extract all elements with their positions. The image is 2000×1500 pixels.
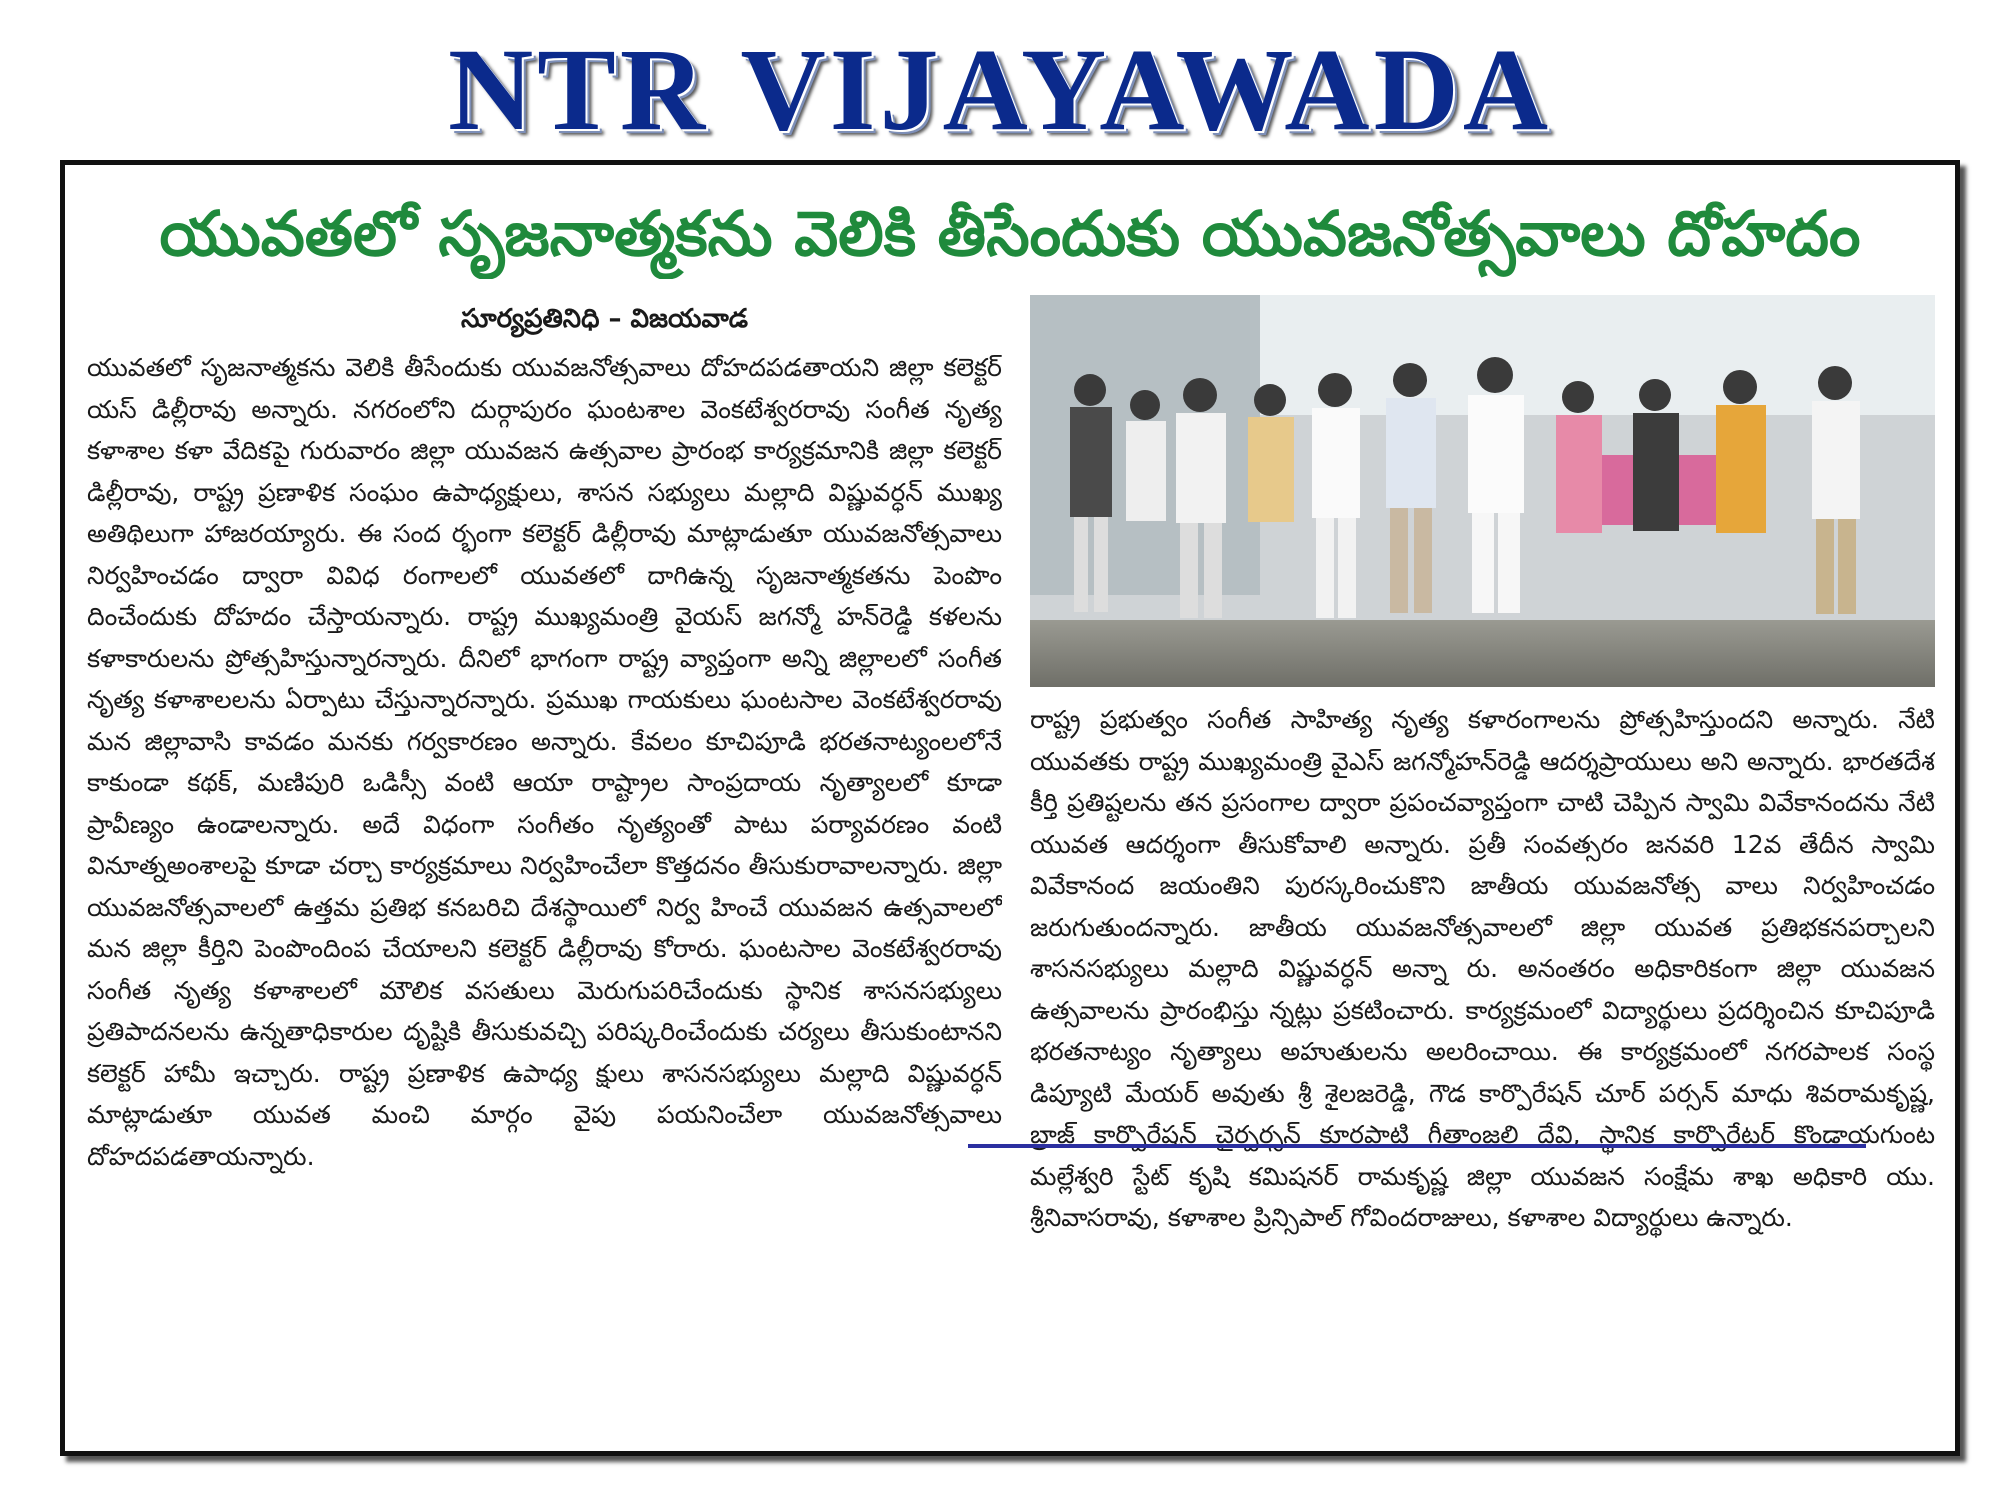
masthead-title: NTR VIJAYAWADA [447, 24, 1553, 155]
article-left-column [87, 295, 1002, 1435]
article-headline: యువతలో సృజనాత్మకను వెలికి తీసేందుకు యువజనోత్సవాలు దోహదం [159, 197, 1861, 270]
article-right-column [1030, 699, 1935, 1439]
article-frame [60, 160, 1960, 1456]
article-body-right: రాష్ట్ర ప్రభుత్వం సంగీత సాహిత్య నృత్య కళారంగాలను ప్రోత్సహిస్తుందని అన్నారు. నేటి యువతకు రాష్ట్ర ముఖ్యమంత్రి వైఎస్ జగన్మోహన్‌రెడ్డి ఆదర్శప్రాయులు అని అన్నారు. భారతదేశ కీర్తి ప్రతిష్టలను తన ప్రసంగాల ద్వారా ప్రపంచవ్యాప్తంగా చాటి చెప్పిన స్వామి వివేకానందను నేటి యువత ఆదర్శంగా తీసుకోవాలి అన్నారు. ప్రతీ సంవత్సరం జనవరి 12వ తేదీన స్వామి వివేకానంద జయంతిని పురస్కరించుకొని జాతీయ యువజనోత్స వాలు నిర్వహించడం జరుగుతుందన్నారు. జాతీయ యువజనోత్సవాలలో జిల్లా యువత ప్రతిభకనపర్చాలని శాసనసభ్యులు మల్లాది విష్ణువర్ధన్ అన్నా రు. అనంతరం అధికారికంగా జిల్లా యువజన ఉత్సవాలను ప్రారంభిస్తు న్నట్లు ప్రకటించారు. కార్యక్రమంలో విద్యార్థులు ప్రదర్శించిన కూచిపూడి భరతనాట్యం నృత్యాలు అహుతులను అలరించాయి. ఈ కార్యక్రమంలో నగరపాలక సంస్థ డిప్యూటి మేయర్ అవుతు శ్రీ శైలజరెడ్డి, గౌడ కార్పొరేషన్ చూర్ పర్సన్ మాధు శివరామకృష్ణ, బ్రాజ్ కార్పొరేషన్ చైర్పర్సన్ కూరపాటి గీతాంజలి దేవి, స్థానిక కార్పొరేటర్ కొండాయగుంట మల్లేశ్వరి స్టేట్ కృషి కమిషనర్ రామకృష్ణ జిల్లా యువజన సంక్షేమ శాఖ అధికారి యు. శ్రీనివాసరావు, కళాశాల ప్రిన్సిపాల్ గోవిందరాజులు, కళాశాల విద్యార్థులు ఉన్నారు. [1030, 705, 1935, 1232]
article-body-left: యువతలో సృజనాత్మకను వెలికి తీసేందుకు యువజనోత్సవాలు దోహదపడతాయని జిల్లా కలెక్టర్ యస్ డిల్లీరావు అన్నారు. నగరంలోని దుర్గాపురం ఘంటశాల వెంకటేశ్వరరావు సంగీత నృత్య కళాశాల కళా వేదికపై గురువారం జిల్లా యువజన ఉత్సవాల ప్రారంభ కార్యక్రమానికి జిల్లా కలెక్టర్ డిల్లీరావు, రాష్ట్ర ప్రణాళిక సంఘం ఉపాధ్యక్షులు, శాసన సభ్యులు మల్లాది విష్ణువర్ధన్ ముఖ్య అతిథిలుగా హాజరయ్యారు. ఈ సంద ర్భంగా కలెక్టర్ డిల్లీరావు మాట్లాడుతూ యువజనోత్సవాలు నిర్వహించడం ద్వారా వివిధ రంగాలలో యువతలో దాగిఉన్న సృజనాత్మకతను పెంపొం దించేందుకు దోహదం చేస్తాయన్నారు. రాష్ట్ర ముఖ్యమంత్రి వైయస్ జగన్మో హన్‌రెడ్డి కళలను కళాకారులను ప్రోత్సహిస్తున్నారన్నారు. దీనిలో భాగంగా రాష్ట్ర వ్యాప్తంగా అన్ని జిల్లాలలో సంగీత నృత్య కళాశాలలను ఏర్పాటు చేస్తున్నారన్నారు. ప్రముఖ గాయకులు ఘంటసాల వెంకటేశ్వరరావు మన జిల్లావాసి కావడం మనకు గర్వకారణం అన్నారు. కేవలం కూచిపూడి భరతనాట్యంలలోనే కాకుండా కథక్, మణిపురి ఒడిస్సీ వంటి ఆయా రాష్ట్రాల సాంప్రదాయ నృత్యాలలో కూడా ప్రావీణ్యం ఉండాలన్నారు. అదే విధంగా సంగీతం నృత్యంతో పాటు పర్యావరణం వంటి వినూత్నఅంశాలపై కూడా చర్చా కార్యక్రమాలు నిర్వహించేలా కొత్తదనం తీసుకురావాలన్నారు. జిల్లా యువజనోత్సవాలలో ఉత్తమ ప్రతిభ కనబరిచి దేశస్థాయిలో నిర్వ హించే యువజన ఉత్సవాలలో మన జిల్లా కీర్తిని పెంపొందింప చేయాలని కలెక్టర్ డిల్లీరావు కోరారు. ఘంటసాల వెంకటేశ్వరరావు సంగీత నృత్య కళాశాలలో మౌలిక వసతులు మెరుగుపరిచేందుకు స్థానిక శాసనసభ్యులు ప్రతిపాదనలను ఉన్నతాధికారుల దృష్టికి తీసుకువచ్చి పరిష్కరించేందుకు చర్యలు తీసుకుంటానని కలెక్టర్ హామీ ఇచ్చారు. రాష్ట్ర ప్రణాళిక ఉపాధ్య క్షులు శాసనసభ్యులు మల్లాది విష్ణువర్ధన్ మాట్లాడుతూ యువత మంచి మార్గం వైపు పయనించేలా యువజనోత్సవాలు దోహదపడతాయన్నారు. [87, 353, 1002, 1171]
highlight-underline [968, 1144, 1866, 1148]
article-byline: సూర్యప్రతినిధి – విజయవాడ [461, 304, 748, 334]
event-photo [1030, 295, 1935, 687]
event-photo-illustration [1030, 295, 1935, 687]
